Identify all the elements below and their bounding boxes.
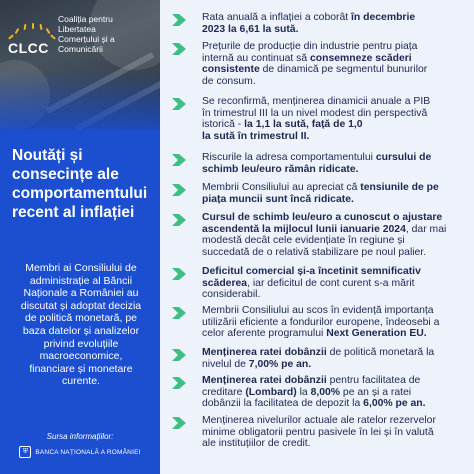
- text-segment: internă au continuat să: [202, 52, 311, 64]
- bnr-name: BANCA NAȚIONALĂ A ROMÂNIEI: [35, 448, 141, 456]
- source-block: [0, 432, 160, 458]
- text-segment: istorică -: [202, 119, 245, 131]
- chevron-right-icon: [172, 184, 186, 196]
- list-item-line: [202, 398, 470, 410]
- list-item-line: [202, 266, 470, 278]
- news-list: [172, 0, 472, 474]
- list-item-line: [202, 164, 470, 176]
- text-segment: nivelul de: [202, 358, 249, 370]
- source-label: Sursa informațiilor:: [46, 432, 114, 441]
- list-item-text: [202, 96, 470, 142]
- text-segment: Membrii Consiliului au apreciat că: [202, 182, 361, 193]
- list-item-line: [202, 224, 470, 236]
- bold-text: tensiunile de pe: [360, 182, 439, 193]
- list-item-line: [202, 41, 470, 53]
- text-segment: modestă decât cele evidențiate în regiune și: [202, 235, 405, 247]
- page-title: Noutăți și consecințe ale comportamentului recent al inflației: [12, 147, 148, 221]
- text-segment: Prețurile de producție din industrie pentru piața: [202, 41, 418, 52]
- list-item-line: [202, 347, 470, 359]
- text-segment: de dinamică pe segmentul bunurilor: [259, 64, 428, 76]
- list-item-line: [202, 235, 470, 247]
- list-item-line: [202, 438, 470, 450]
- text-segment: în trimestrul III la un nivel modest din perspectivă: [202, 107, 428, 119]
- bold-text: Menținerea ratei dobânzii: [202, 375, 327, 386]
- list-item-text: [202, 212, 470, 258]
- list-item-line: [202, 76, 470, 88]
- list-item-text: [202, 152, 470, 175]
- list-item-line: [202, 247, 470, 259]
- list-item-text: [202, 415, 470, 450]
- list-item-line: [202, 328, 470, 340]
- text-segment: de consum.: [202, 75, 256, 87]
- logo-text: CLCC: [8, 40, 49, 56]
- text-segment: considerabil.: [202, 289, 261, 301]
- list-item-line: [202, 24, 470, 36]
- crest-icon: ⛨: [19, 446, 31, 458]
- bnr-logo: [0, 446, 160, 458]
- text-segment: celor aferente programului: [202, 328, 327, 340]
- chevron-right-icon: [172, 307, 186, 319]
- bold-text: Menținerea ratei dobânzii: [202, 347, 327, 358]
- text-segment: la: [296, 386, 311, 398]
- list-item-line: [202, 119, 470, 131]
- clcc-logo: [8, 14, 158, 64]
- list-item-line: [202, 131, 470, 143]
- chevron-right-icon: [172, 98, 186, 110]
- bold-text: la sută în trimestrul II.: [202, 130, 310, 142]
- bold-text: în decembrie: [351, 12, 416, 23]
- chevron-right-icon: [172, 14, 186, 26]
- list-item-line: [202, 387, 470, 399]
- chevron-right-icon: [172, 268, 186, 280]
- text-segment: Menținerea nivelurilor actuale ale ratelor rezervelor: [202, 415, 436, 426]
- bold-text: consemneze scăderi: [310, 52, 412, 64]
- text-segment: Riscurile la adresa comportamentului: [202, 152, 376, 163]
- bold-text: 2023 la 6,61 la sută.: [202, 23, 299, 35]
- chevron-right-icon: [172, 154, 186, 166]
- list-item-text: [202, 266, 470, 301]
- chevron-right-icon: [172, 43, 186, 55]
- bold-text: ascendentă la mijlocul lunii ianuarie 2024: [202, 223, 406, 235]
- text-segment: creditare: [202, 386, 246, 398]
- list-item-line: [202, 182, 470, 194]
- list-item-line: [202, 427, 470, 439]
- list-item-text: [202, 375, 470, 410]
- text-segment: succedată de o relativă stabilizare pe noul palier.: [202, 246, 427, 258]
- text-segment: Membrii Consiliului au scos în evidență importanța: [202, 305, 434, 316]
- bold-text: (Lombard): [245, 386, 297, 398]
- text-segment: pe an și a ratei: [340, 386, 412, 398]
- text-segment: ale instituțiilor de credit.: [202, 438, 311, 450]
- list-item-text: [202, 12, 470, 35]
- bold-text: Next Generation EU.: [326, 328, 427, 340]
- list-item-line: [202, 194, 470, 206]
- list-item-text: [202, 305, 470, 340]
- chevron-right-icon: [172, 349, 186, 361]
- list-item-line: [202, 278, 470, 290]
- list-item-text: [202, 347, 470, 370]
- text-segment: pentru facilitatea de: [326, 375, 421, 386]
- bold-text: Cursul de schimb leu/euro a cunoscut o ajustare: [202, 212, 443, 223]
- text-segment: , dar mai: [405, 223, 447, 235]
- text-segment: de politică monetară la: [326, 347, 435, 358]
- list-item-text: [202, 41, 470, 87]
- bold-text: consistente: [202, 64, 260, 76]
- bold-text: schimb leu/euro rămân ridicate.: [202, 163, 359, 175]
- bold-text: la 1,1 la sută, față de 1,0: [244, 119, 363, 131]
- list-item-line: [202, 152, 470, 164]
- bold-text: cursului de: [375, 152, 432, 163]
- list-item-line: [202, 305, 470, 317]
- text-segment: utilizării eficiente a fondurilor europene, îndeosebi a: [202, 316, 440, 328]
- list-item-text: [202, 182, 470, 205]
- intro-text: Membri ai Consiliului de administrație al Băncii Naționale a României au discutat și adoptat decizia de politică monetară, pe baza datelor și analizelor privind evoluțiile macroeconomice, financiare și monetare curente.: [20, 262, 142, 388]
- list-item-line: [202, 108, 470, 120]
- list-item-line: [202, 53, 470, 65]
- list-item-line: [202, 415, 470, 427]
- bold-text: 8,00%: [310, 386, 341, 398]
- list-item-line: [202, 375, 470, 387]
- list-item-line: [202, 212, 470, 224]
- text-segment: Rata anuală a inflației a coborât: [202, 12, 352, 23]
- text-segment: Se reconfirmă, menținerea dinamicii anuale a PIB: [202, 96, 431, 107]
- bold-text: 6,00% pe an.: [363, 398, 426, 410]
- list-item-line: [202, 96, 470, 108]
- text-segment: , iar deficitul de cont curent s-a mărit: [247, 277, 415, 289]
- text-segment: dobânzii la facilitatea de depozit la: [202, 398, 364, 410]
- left-panel: [0, 0, 160, 474]
- bold-text: 7,00% pe an.: [248, 358, 312, 370]
- chevron-right-icon: [172, 377, 186, 389]
- chevron-right-icon: [172, 417, 186, 429]
- list-item-line: [202, 64, 470, 76]
- chevron-right-icon: [172, 214, 186, 226]
- list-item-line: [202, 359, 470, 371]
- bold-text: scăderea: [202, 277, 248, 289]
- bold-text: piața muncii sunt încă ridicate.: [202, 193, 354, 205]
- list-item-line: [202, 317, 470, 329]
- text-segment: minime obligatorii pentru pasivele în lei și în valută: [202, 426, 434, 438]
- organization-name: Coaliția pentru Libertatea Comerțului și a Comunicării: [58, 14, 115, 54]
- bold-text: Deficitul comercial și-a încetinit semnificativ: [202, 266, 421, 277]
- list-item-line: [202, 12, 470, 24]
- list-item-line: [202, 289, 470, 301]
